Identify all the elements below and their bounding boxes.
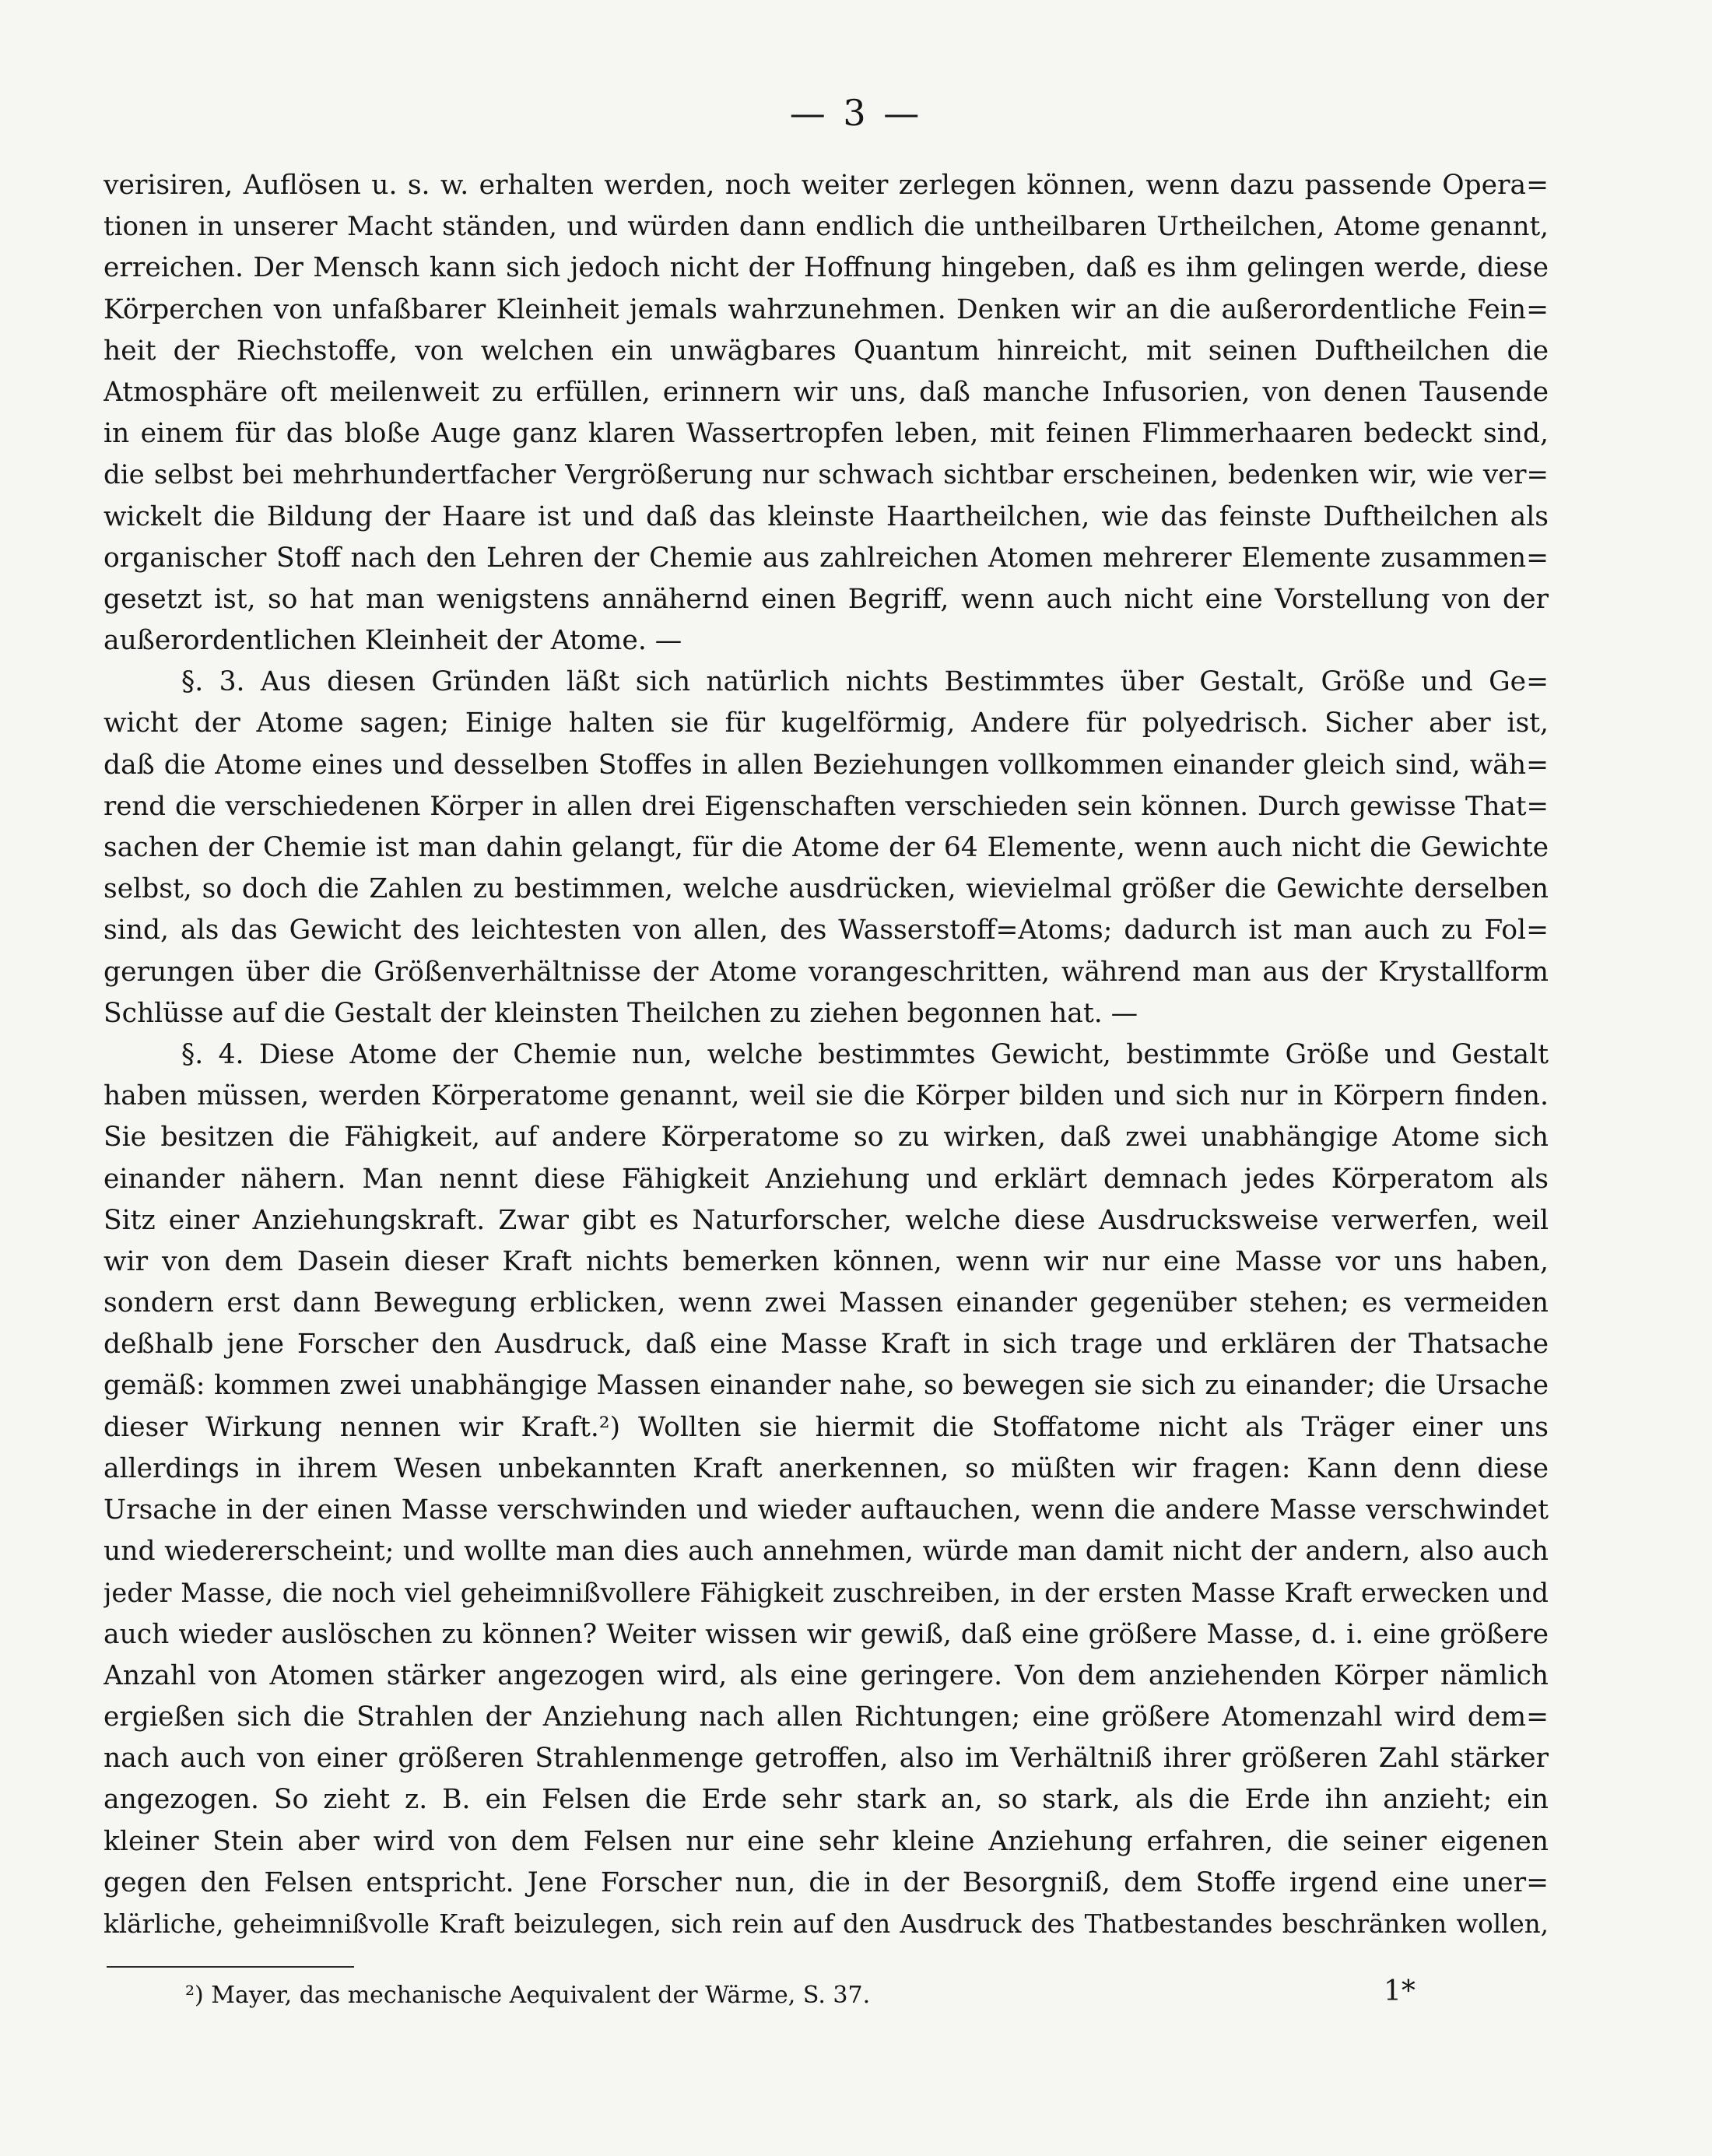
- text-line: sind, als das Gewicht des leichtesten von allen, des Wasserstoff=Atoms; dadurch ist man auch zu Fol=: [103, 915, 1549, 946]
- text-line: gerungen über die Größenverhältnisse der Atome vorangeschritten, während man aus der Krystallform: [103, 956, 1549, 988]
- text-line: Schlüsse auf die Gestalt der kleinsten Theilchen zu ziehen begonnen hat. —: [103, 997, 1138, 1029]
- text-line: wir von dem Dasein dieser Kraft nichts bemerken können, wenn wir nur eine Masse vor uns haben,: [103, 1245, 1549, 1277]
- text-line: Anzahl von Atomen stärker angezogen wird, als eine geringere. Von dem anziehenden Körper nämlich: [103, 1659, 1549, 1691]
- text-line: und wiedererscheint; und wollte man dies auch annehmen, würde man damit nicht der andern, also auch: [103, 1536, 1549, 1568]
- text-line: angezogen. So zieht z. B. ein Felsen die Erde sehr stark an, so stark, als die Erde ihn anzieht; ein: [103, 1784, 1549, 1816]
- text-line: Atmosphäre oft meilenweit zu erfüllen, erinnern wir uns, daß manche Infusorien, von denen Tausende: [103, 376, 1549, 408]
- text-line: dieser Wirkung nennen wir Kraft.²) Wollten sie hiermit die Stoffatome nicht als Träger einer uns: [103, 1411, 1549, 1443]
- text-line: nach auch von einer größeren Strahlenmenge getroffen, also im Verhältniß ihrer größeren Zahl stärker: [103, 1743, 1549, 1775]
- text-line: auch wieder auslöschen zu können? Weiter wissen wir gewiß, daß eine größere Masse, d. i. eine größere: [103, 1618, 1549, 1650]
- body-text: [103, 165, 1549, 1945]
- text-line: heit der Riechstoffe, von welchen ein unwägbares Quantum hinreicht, mit seinen Duftheilchen die: [103, 335, 1549, 367]
- text-line: verisiren, Auflösen u. s. w. erhalten werden, noch weiter zerlegen können, wenn dazu passende Opera=: [103, 170, 1549, 201]
- text-line: organischer Stoff nach den Lehren der Chemie aus zahlreichen Atomen mehrerer Elemente zusammen=: [103, 542, 1549, 574]
- text-line: Sitz einer Anziehungskraft. Zwar gibt es Naturforscher, welche diese Ausdrucksweise verwerfen, weil: [103, 1204, 1549, 1236]
- text-line: rend die verschiedenen Körper in allen drei Eigenschaften verschieden sein können. Durch gewisse That=: [103, 790, 1549, 822]
- text-line: selbst, so doch die Zahlen zu bestimmen, welche ausdrücken, wievielmal größer die Gewichte derselben: [103, 873, 1549, 905]
- footnote-divider: [107, 1966, 354, 1968]
- text-line: klärliche, geheimnißvolle Kraft beizulegen, sich rein auf den Ausdruck des Thatbestandes beschränken wollen,: [103, 1908, 1549, 1939]
- text-line: die selbst bei mehrhundertfacher Vergrößerung nur schwach sichtbar erscheinen, bedenken wir, wie ver=: [103, 459, 1549, 491]
- text-line: gegen den Felsen entspricht. Jene Forscher nun, die in der Besorgniß, dem Stoffe irgend eine uner=: [103, 1866, 1549, 1898]
- text-line: sachen der Chemie ist man dahin gelangt, für die Atome der 64 Elemente, wenn auch nicht die Gewichte: [103, 832, 1549, 863]
- signature-mark: 1*: [1384, 1975, 1416, 2007]
- text-line: erreichen. Der Mensch kann sich jedoch nicht der Hoffnung hingeben, daß es ihm gelingen werde, diese: [103, 252, 1549, 284]
- text-line: einander nähern. Man nennt diese Fähigkeit Anziehung und erklärt demnach jedes Körperatom als: [103, 1163, 1549, 1195]
- text-line: daß die Atome eines und desselben Stoffes in allen Beziehungen vollkommen einander gleich sind, wäh=: [103, 749, 1549, 781]
- text-line: in einem für das bloße Auge ganz klaren Wassertropfen leben, mit feinen Flimmerhaaren bedeckt sind,: [103, 418, 1549, 450]
- text-line: sondern erst dann Bewegung erblicken, wenn zwei Massen einander gegenüber stehen; es vermeiden: [103, 1287, 1549, 1319]
- text-line: allerdings in ihrem Wesen unbekannten Kraft anerkennen, so müßten wir fragen: Kann denn diese: [103, 1452, 1549, 1484]
- text-line: wicht der Atome sagen; Einige halten sie für kugelförmig, Andere für polyedrisch. Sicher aber ist,: [103, 708, 1549, 739]
- text-line: ergießen sich die Strahlen der Anziehung nach allen Richtungen; eine größere Atomenzahl wird dem=: [103, 1701, 1549, 1733]
- text-line: kleiner Stein aber wird von dem Felsen nur eine sehr kleine Anziehung erfahren, die seiner eigenen: [103, 1825, 1549, 1857]
- text-line: jeder Masse, die noch viel geheimnißvollere Fähigkeit zuschreiben, in der ersten Masse Kraft erwecken und: [103, 1578, 1549, 1609]
- text-line: wickelt die Bildung der Haare ist und daß das kleinste Haartheilchen, wie das feinste Duftheilchen als: [103, 500, 1549, 532]
- text-line: gemäß: kommen zwei unabhängige Massen einander nahe, so bewegen sie sich zu einander; die Ursache: [103, 1370, 1549, 1402]
- text-line: deßhalb jene Forscher den Ausdruck, daß eine Masse Kraft in sich trage und erklären der Thatsache: [103, 1329, 1549, 1361]
- text-line: haben müssen, werden Körperatome genannt, weil sie die Körper bilden und sich nur in Körpern finden.: [103, 1080, 1549, 1112]
- text-line: Sie besitzen die Fähigkeit, auf andere Körperatome so zu wirken, daß zwei unabhängige Atome sich: [103, 1122, 1549, 1153]
- text-line: außerordentlichen Kleinheit der Atome. —: [103, 625, 682, 657]
- section-4-heading-line: §. 4. Diese Atome der Chemie nun, welche bestimmtes Gewicht, bestimmte Größe und Gestalt: [181, 1038, 1549, 1070]
- text-line: Ursache in der einen Masse verschwinden und wieder auftauchen, wenn die andere Masse verschwindet: [103, 1494, 1549, 1526]
- section-3-heading-line: §. 3. Aus diesen Gründen läßt sich natürlich nichts Bestimmtes über Gestalt, Größe und Ge=: [181, 666, 1549, 698]
- footnote: ²) Mayer, das mechanische Aequivalent der Wärme, S. 37.: [185, 1982, 871, 2009]
- text-line: gesetzt ist, so hat man wenigstens annähernd einen Begriff, wenn auch nicht eine Vorstellung von der: [103, 583, 1549, 615]
- text-line: tionen in unserer Macht ständen, und würden dann endlich die untheilbaren Urtheilchen, Atome genannt,: [103, 211, 1549, 243]
- text-line: Körperchen von unfaßbarer Kleinheit jemals wahrzunehmen. Denken wir an die außerordentliche Fein=: [103, 293, 1549, 325]
- page-number: — 3 —: [789, 92, 923, 134]
